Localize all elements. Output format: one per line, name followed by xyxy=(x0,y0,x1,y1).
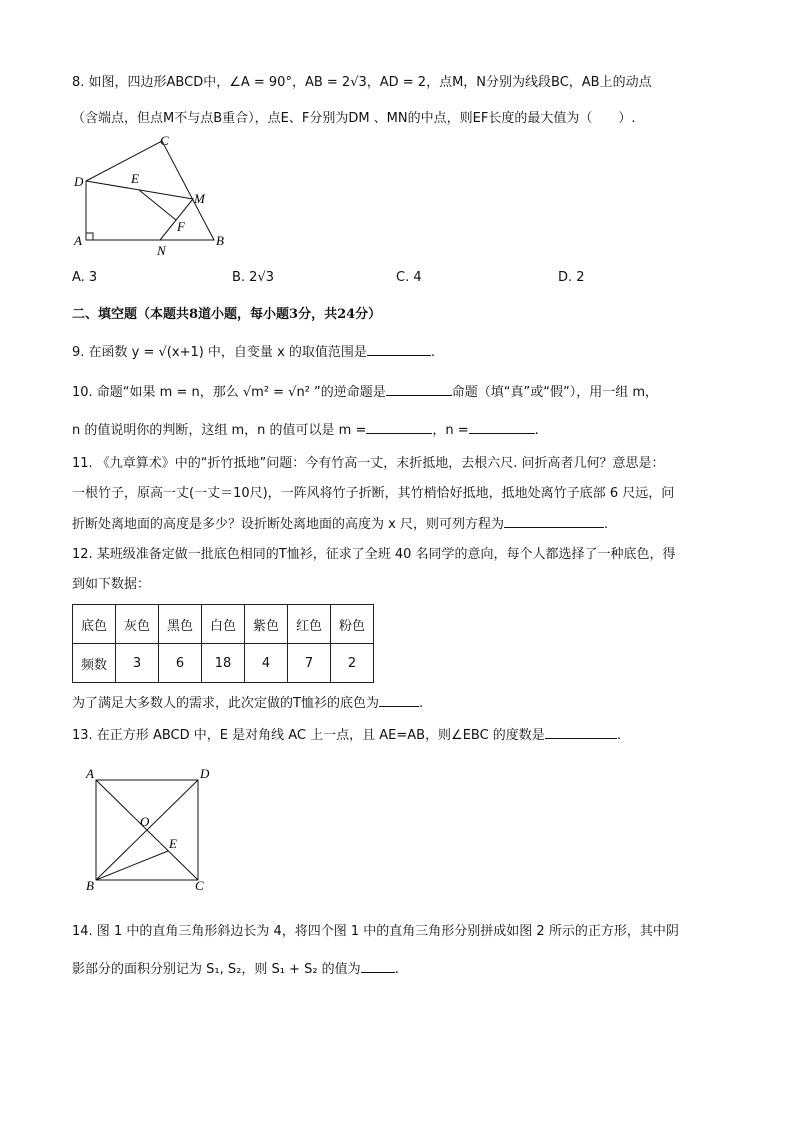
table-row xyxy=(73,605,374,644)
q9-blank[interactable] xyxy=(367,343,431,356)
q9-end: . xyxy=(430,345,436,360)
label-b: B xyxy=(86,878,94,893)
q12-end: . xyxy=(418,696,424,711)
q14-blank[interactable] xyxy=(361,960,395,973)
table-cell: 紫色 xyxy=(245,605,288,644)
label-b: B xyxy=(216,233,224,248)
label-c: C xyxy=(160,133,169,148)
q12-blank[interactable] xyxy=(379,694,419,707)
label-a: A xyxy=(74,233,82,248)
q10-blank3[interactable] xyxy=(469,421,535,434)
q10-blank2[interactable] xyxy=(366,421,432,434)
table-row xyxy=(73,644,374,683)
q13-text: 13. 在正方形 ABCD 中，E 是对角线 AC 上一点，且 AE=AB，则∠EBC 的度数是 xyxy=(72,728,545,743)
section-heading: 二、填空题（本题共8道小题，每小题3分，共24分） xyxy=(72,307,382,322)
q12-after xyxy=(72,694,423,713)
table-cell: 4 xyxy=(245,644,288,683)
q10-blank1[interactable] xyxy=(386,383,452,396)
option-a[interactable]: A. 3 xyxy=(72,270,98,285)
option-c[interactable]: C. 4 xyxy=(396,270,422,285)
table-cell: 18 xyxy=(202,644,245,683)
q14-line2 xyxy=(72,960,399,979)
q10-line2 xyxy=(72,421,539,440)
q8-figure xyxy=(0,0,794,270)
q14-line1: 14. 图 1 中的直角三角形斜边长为 4，将四个图 1 中的直角三角形分别拼成如图 2 所示的正方形，其中阴 xyxy=(72,924,679,939)
q13-figure xyxy=(0,760,260,900)
q10-text1: 10. 命题“如果 m = n，那么 √m² = √n² ”的逆命题是 xyxy=(72,385,386,400)
q8-line1: 8. 如图，四边形ABCD中，∠A = 90°，AB = 2√3，AD = 2，点M，N分别为线段BC，AB上的动点 xyxy=(72,75,652,90)
q10-text2: 命题（填“真”或“假”），用一组 m， xyxy=(451,385,659,400)
label-f: F xyxy=(177,219,185,234)
q10-line1 xyxy=(72,383,658,402)
option-b[interactable]: B. 2√3 xyxy=(232,270,275,285)
q9 xyxy=(72,343,435,362)
table-cell: 3 xyxy=(116,644,159,683)
label-c: C xyxy=(195,878,204,893)
q11-blank[interactable] xyxy=(504,515,604,528)
label-e: E xyxy=(169,836,177,851)
label-n: N xyxy=(157,243,166,258)
table-cell: 白色 xyxy=(202,605,245,644)
table-cell: 频数 xyxy=(73,644,116,683)
table-cell: 黑色 xyxy=(159,605,202,644)
q10-end: . xyxy=(534,423,539,438)
q11-line2: 一根竹子，原高一丈(一丈＝10尺)，一阵风将竹子折断，其竹梢恰好抵地，抵地处离竹子底部 6 尺远，问 xyxy=(72,486,675,501)
q13-blank[interactable] xyxy=(545,726,617,739)
q13-end: . xyxy=(616,728,621,743)
q11-end: . xyxy=(603,517,609,532)
label-d: D xyxy=(74,174,84,189)
q13-line xyxy=(72,726,621,745)
table-cell: 2 xyxy=(331,644,374,683)
q12-table xyxy=(72,604,374,683)
table-cell: 灰色 xyxy=(116,605,159,644)
q8-line2: （含端点，但点M不与点B重合），点E、F分别为DM 、MN的中点，则EF长度的最大值为（ ）. xyxy=(72,111,636,126)
q14-end: . xyxy=(394,962,399,977)
label-o: O xyxy=(140,814,150,829)
q11-line1: 11. 《九章算术》中的“折竹抵地”问题：今有竹高一丈，末折抵地，去根六尺. 问折高者几何？意思是： xyxy=(72,456,665,471)
q10-text4: ，n = xyxy=(432,423,469,438)
q12-line2: 到如下数据： xyxy=(72,577,151,592)
table-cell: 6 xyxy=(159,644,202,683)
q9-text: 9. 在函数 y = √(x+1) 中，自变量 x 的取值范围是 xyxy=(72,345,367,360)
label-e: E xyxy=(131,171,139,186)
table-cell: 红色 xyxy=(288,605,331,644)
q11-text: 折断处离地面的高度是多少？设折断处离地面的高度为 x 尺，则可列方程为 xyxy=(72,517,504,532)
label-m: M xyxy=(194,191,205,206)
table-cell: 7 xyxy=(288,644,331,683)
q12-text: 为了满足大多数人的需求，此次定做的T恤衫的底色为 xyxy=(72,696,379,711)
table-cell: 粉色 xyxy=(331,605,374,644)
q10-text3: n 的值说明你的判断，这组 m，n 的值可以是 m = xyxy=(72,423,367,438)
label-d: D xyxy=(200,766,210,781)
q11-line3 xyxy=(72,515,608,534)
q14-text: 影部分的面积分别记为 S₁, S₂，则 S₁ + S₂ 的值为 xyxy=(72,962,361,977)
q12-line1: 12. 某班级准备定做一批底色相同的T恤衫，征求了全班 40 名同学的意向，每个人都选择了一种底色，得 xyxy=(72,547,676,562)
table-cell: 底色 xyxy=(73,605,116,644)
option-d[interactable]: D. 2 xyxy=(558,270,585,285)
label-a: A xyxy=(86,766,94,781)
